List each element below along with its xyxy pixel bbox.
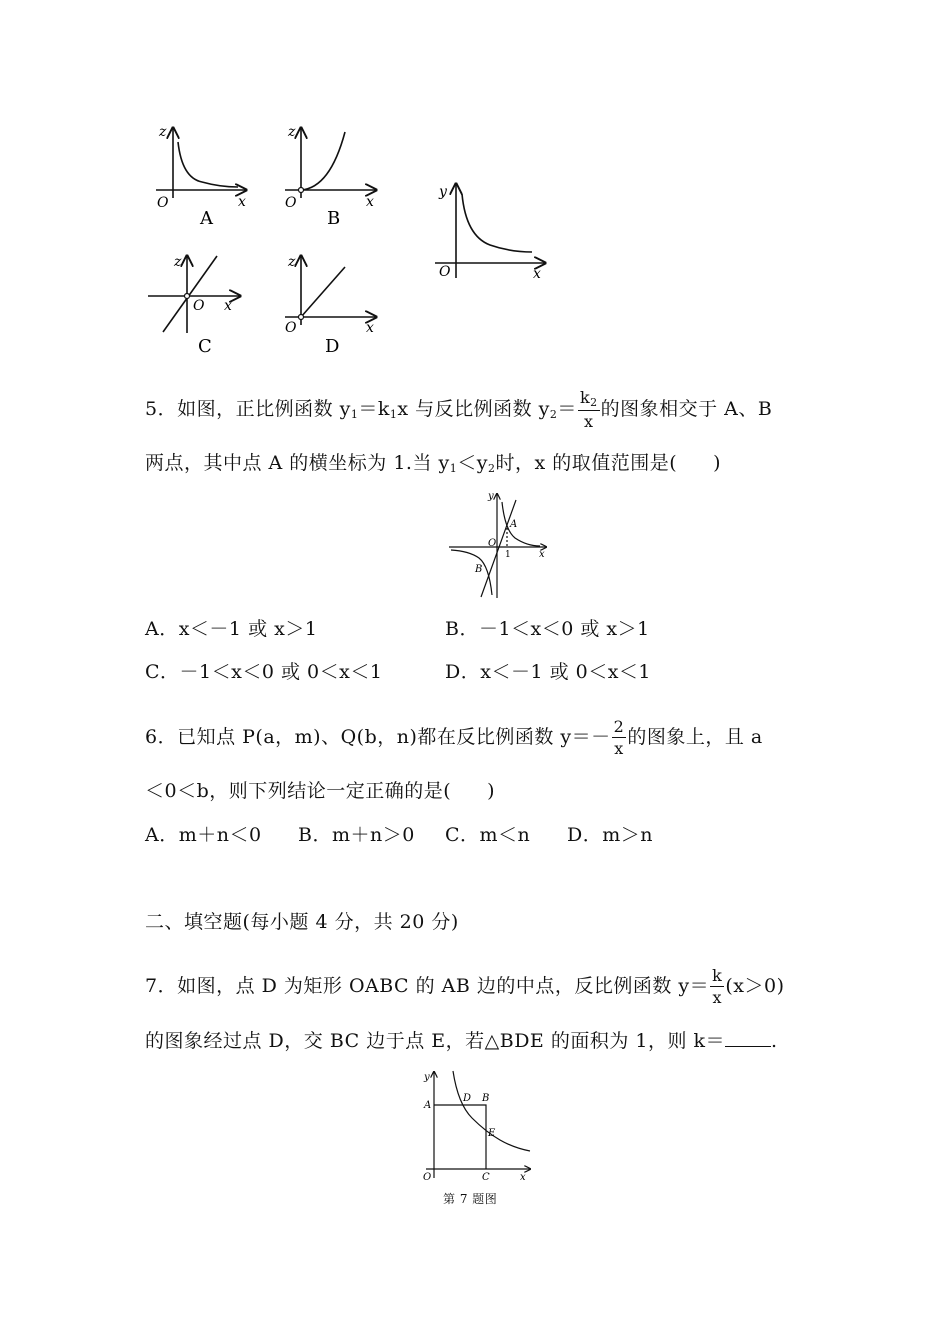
q6-option-a: A．m＋n＜0 <box>145 824 262 846</box>
graph-c-axis-z: z <box>174 254 182 270</box>
graph-c <box>148 256 240 333</box>
svg-text:y: y <box>488 491 494 502</box>
answer-blank[interactable] <box>725 1032 771 1047</box>
svg-text:C: C <box>482 1172 490 1183</box>
q6-line2: ＜0＜b，则下列结论一定正确的是( ) <box>145 780 496 802</box>
reference-origin: O <box>439 264 451 280</box>
graph-d-axis-x: x <box>366 320 374 336</box>
svg-text:x: x <box>520 1172 526 1183</box>
reference-graph <box>435 184 545 278</box>
q7-line2: 的图象经过点 D，交 BC 边于点 E，若△BDE 的面积为 1，则 k＝ . <box>145 1030 778 1052</box>
graph-a-label: A <box>200 208 213 229</box>
svg-text:E: E <box>488 1128 496 1139</box>
reference-axis-y: y <box>439 184 447 200</box>
svg-text:1: 1 <box>505 550 511 560</box>
graph-a-origin: O <box>157 195 169 211</box>
q7-figure <box>418 1066 538 1186</box>
svg-text:x: x <box>539 549 545 560</box>
q5-fraction: $\frac{k_2}{x}$ <box>579 388 598 431</box>
q6-option-c: C．m＜n <box>445 824 531 846</box>
q7-line1: 7．如图，点 D 为矩形 OABC 的 AB 边的中点，反比例函数 y＝ $\frac{k}{x}$ (x＞0) <box>145 966 785 1007</box>
section-heading: 二、填空题(每小题 4 分，共 20 分) <box>145 911 459 933</box>
graph-b-axis-x: x <box>366 194 374 210</box>
q6-option-b: B．m＋n＞0 <box>298 824 415 846</box>
graph-a <box>156 128 246 198</box>
svg-text:A: A <box>510 519 518 530</box>
graph-b <box>285 128 376 198</box>
graph-c-origin: O <box>193 298 205 314</box>
svg-text:D: D <box>463 1093 472 1104</box>
graph-a-axis-z: z <box>159 124 167 140</box>
graph-a-axis-x: x <box>238 194 246 210</box>
q5-line2: 两点，其中点 A 的横坐标为 1.当 $y_1<y_2$时，x 的取值范围是( ) <box>145 452 722 475</box>
graph-c-axis-x: x <box>224 298 232 314</box>
graph-b-axis-z: z <box>288 124 296 140</box>
svg-text:A: A <box>424 1100 432 1111</box>
graph-d-origin: O <box>285 320 297 336</box>
svg-text:B: B <box>475 564 483 575</box>
q5-option-a: A．x＜－1 或 x＞1 <box>145 618 318 640</box>
q6-option-d: D．m＞n <box>567 824 653 846</box>
svg-text:y: y <box>424 1072 430 1083</box>
graph-d-axis-z: z <box>288 254 296 270</box>
svg-text:O: O <box>488 538 497 549</box>
q5-option-c: C．－1＜x＜0 或 0＜x＜1 <box>145 661 383 683</box>
svg-text:O: O <box>423 1172 432 1183</box>
graph-d <box>285 256 376 325</box>
q7-fraction: $\frac{k}{x}$ <box>712 966 723 1007</box>
q6-line1: 6．已知点 P(a，m)、Q(b，n)都在反比例函数 y＝－ $\frac{2}{x}$ 的图象上，且 a <box>145 717 763 758</box>
q5-option-b: B．－1＜x＜0 或 x＞1 <box>445 618 650 640</box>
q5-figure <box>445 490 560 600</box>
q6-fraction: $\frac{2}{x}$ <box>613 717 625 758</box>
graph-b-label: B <box>327 208 341 229</box>
q5-line1: 5．如图，正比例函数 $y_1=k_1x$ 与反比例函数 $y_2=$ $\frac{k_2}{x}$ 的图象相交于 A、B <box>145 388 773 431</box>
q7-figure-caption: 第 7 题图 <box>443 1192 498 1206</box>
reference-axis-x: x <box>533 266 541 282</box>
graph-d-label: D <box>325 336 340 357</box>
graph-b-origin: O <box>285 195 297 211</box>
option-graphs-figure <box>140 118 560 363</box>
graph-c-label: C <box>198 336 212 357</box>
svg-text:B: B <box>482 1093 490 1104</box>
q5-option-d: D．x＜－1 或 0＜x＜1 <box>445 661 652 683</box>
